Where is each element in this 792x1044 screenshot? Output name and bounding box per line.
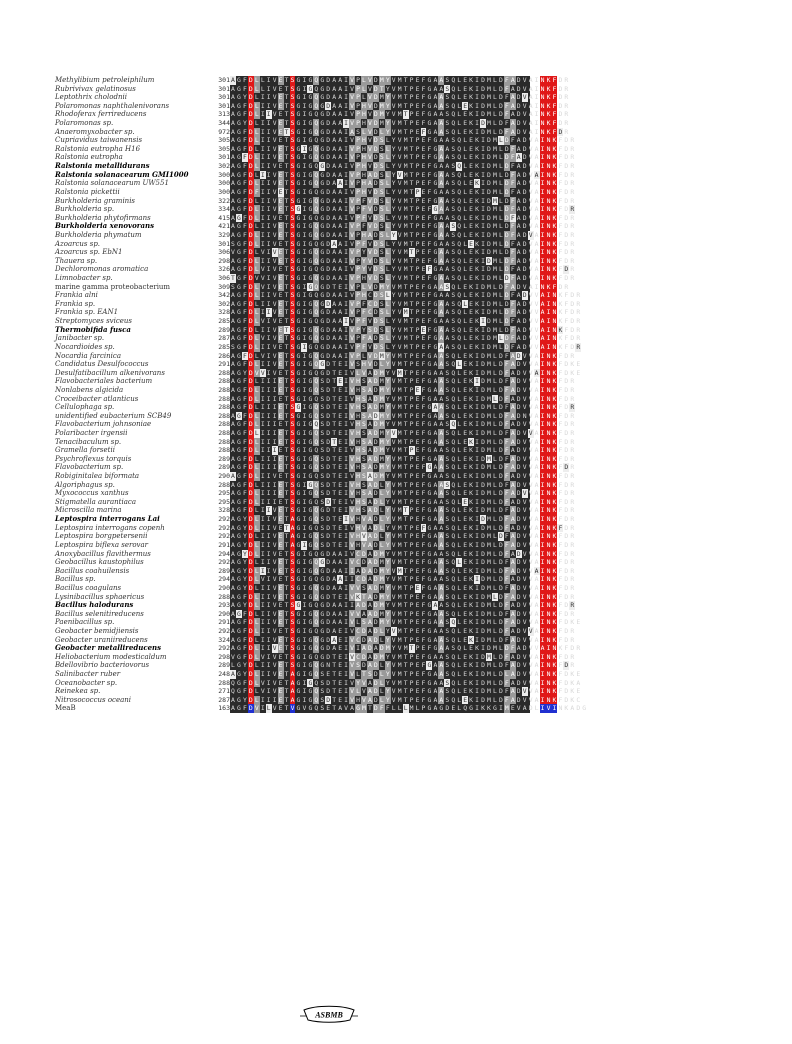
residue-position: 298: [218, 652, 230, 661]
sequence: A G Y D L I I V E T S G I G Q G D A A I I A D A D M Y V M T P E F G A A S Q L E K I D M L D F A D V V A I N K F D R: [231, 566, 575, 575]
species-name: Salinibacter ruber: [55, 670, 121, 679]
alignment-row: [55, 377, 575, 386]
sequence: A G F D L I I V E T S G I G Q G D T E I V K T A D M Y V M T P E F G A A S Q L E K I D M L D F A D V V A I N K F D R: [231, 592, 575, 601]
alignment-row: [55, 119, 569, 128]
sequence: A G F D L I I I E T S G I G Q S D T E I V H S A D L Y V M T P E F G A A S Q L E K I D M L D F A D V V A I N K F D R: [231, 480, 575, 489]
residue-position: 300: [218, 179, 230, 188]
residue-position: 289: [218, 566, 230, 575]
species-name: Anaeromyxobacter sp.: [55, 127, 135, 136]
alignment-row: [55, 678, 581, 688]
sequence: A G F D L I I V E T S G I G Q G D A A I V P F V D S L Y V M T P E F G A A S Q L E K I D M L D F A D V A I N K F D R: [231, 222, 575, 231]
species-name: Ralstonia solanacearum GMI1000: [55, 169, 189, 179]
alignment-row: [55, 687, 581, 696]
sequence: A G F D L I I V E T S G I G Q G D A A I V P H V D S L Y V M T P E F G A A S Q L E K I D M L D F A D V A I N K F D R: [231, 162, 575, 171]
alignment-row: [55, 454, 575, 464]
species-name: Polaromonas sp.: [55, 119, 114, 128]
alignment-row: [55, 514, 575, 524]
sequence: A G F D L I I V E T S G I G Q G D A A I V L S A D M Y V M T P E F G A A S Q L E K I D M L D F A D V V A I N K F D K E: [231, 618, 581, 627]
residue-position: 306: [218, 274, 230, 283]
sequence: A G F D L I I I E T S G I G Q S D T E I V H S A D L Y V M T P E F G A A S Q L E K I D M L D F A D V V A I N K F D R: [231, 497, 575, 506]
alignment-row: [55, 299, 581, 309]
residue-position: 295: [218, 497, 230, 506]
alignment-row: [55, 480, 575, 490]
sequence: S G F D L V I V E T S G I G Q G D T E I V P L V D M Y V M T P E F G A A S Q L E K I D M L D F A D V A I N K F D R: [231, 282, 569, 291]
sequence: A G F D L I I V E T S G I G Q G D A A I A S L V D L Y V M T P E F G A A S Q L E K I D M L D F A D V A I N K F D R: [231, 127, 569, 136]
alignment-row: [55, 670, 581, 679]
species-name: Leptothrix cholodnii: [55, 93, 127, 102]
residue-position: 328: [218, 506, 230, 515]
residue-position: 291: [218, 540, 230, 549]
residue-position: 324: [218, 635, 230, 644]
residue-position: 301: [218, 153, 230, 162]
species-name: Rhodoferax ferrireducens: [55, 110, 147, 119]
species-name: Frankia sp. EAN1: [55, 308, 119, 317]
sequence: A G F D L I I V E T S G I G Q G D A A I V P H C D S L Y V M T P E F G A A S Q L E K I D M L D F A D V V A I N K F D R: [231, 291, 581, 300]
sequence: A G Y D L I I V E T S G I G Q G D A A I V P L V D M Y V M T P E F G A A S Q L E K I D M L D F A D V A I N K F D R: [231, 93, 569, 102]
residue-position: 322: [218, 196, 230, 205]
sequence: A G F D L I I I E T S G I G Q S D T E I V H S A D M Y V M T P E F G A A S Q L E K I D M L D F A D V V A I N K F D R: [231, 377, 575, 386]
logo-text: ASBMB: [315, 1010, 343, 1020]
alignment-row: [55, 205, 575, 214]
residue-position: 301: [218, 84, 230, 93]
alignment-row: [55, 76, 569, 85]
residue-position: 329: [218, 230, 230, 239]
alignment-row: [55, 187, 575, 197]
residue-position: 291: [218, 618, 230, 627]
sequence: L G Y D L I I V E T S G I G Q G N T E I V S D A D L Y V M T P E F G A A S Q L E K I D M L D F A D V V A I N K F D R: [231, 661, 575, 670]
sequence: A G F D L I I I E T S G I G Q S D T E I V H S A D M Y V M T P E F G A A S Q L E K I D M L D F A D N V A I N K F D R: [231, 411, 575, 420]
alignment-row: [55, 342, 581, 352]
residue-position: 271: [218, 687, 230, 696]
sequence: A G F D L I I I E T S G I G Q S D T E I V H S A D M Y V M T P E F G A A S Q L E K I D M L D F A D V V A I N K F D R: [231, 454, 575, 463]
residue-position: 301: [218, 239, 230, 248]
residue-position: 328: [218, 308, 230, 317]
sequence: A G F D L I I V E T S G I G Q G D A A I V P Y V D S L Y V M T P E F G A A S Q L E K I D M L D F A D V A I N K F D R: [231, 256, 575, 265]
alignment-row: [55, 523, 575, 533]
alignment-row: [55, 248, 575, 257]
residue-position: 288: [218, 437, 230, 446]
species-name: Flavobacterium johnsoniae: [55, 420, 152, 429]
residue-position: 288: [218, 403, 230, 412]
sequence: A G F D L V I V E T S G I G Q G D A A I V P L V D M Y V M T P E F G A A S Q L E K I D M L D F A D V V A I N K F D R: [231, 351, 575, 360]
species-name: Bdellovibrio bacteriovorus: [55, 661, 150, 670]
alignment-row: [55, 575, 575, 584]
species-name: Rubrivivax gelatinosus: [55, 84, 136, 93]
sequence-alignment-figure: [55, 76, 587, 713]
residue-position: 290: [218, 472, 230, 481]
sequence: A G Y D L I I V E T A G I G Q S D T E I V H V A D L Y V M T P E F G A A S Q L E K I D M L D F A D V V A I N K F D R: [231, 540, 575, 549]
alignment-row: [55, 84, 569, 94]
species-name: Azoarcus sp. EbN1: [55, 248, 123, 257]
alignment-row: [55, 324, 581, 335]
species-name: Janibacter sp.: [55, 334, 105, 343]
species-name: Geobacter bemidjiensis: [55, 627, 139, 635]
residue-position: 302: [218, 299, 230, 308]
sequence: A G F D L V I V E T S G I G Q G D A A I V P F A D S L Y V M T P E F G A A S Q L E K I D M L D F A D V V A I N K F D R: [231, 334, 581, 343]
residue-position: 294: [218, 549, 230, 558]
alignment-row: [55, 291, 581, 300]
sequence: A G F D L I I V E T S G I G Q G D A A I V P Y S D S L Y V M T P E F G A A S Q L E K I D M L D F A D V V A I N K F D R: [231, 325, 581, 334]
species-name: Gramella forsetii: [55, 446, 115, 455]
alignment-row: [55, 368, 581, 378]
residue-position: 302: [218, 162, 230, 171]
sequence: S G F D L I I V E T S G I G Q G D A A I V P F V D S L Y V M T P E F G A A S Q L E K I D M L D F A D V A I N K F D R: [231, 239, 575, 248]
sequence: A G F D L I I V E T S G I G Q G D A A I V V A A D M Y V M T P E F G A A S Q L E K I D M L D F A D V V A I N K F D R: [231, 609, 575, 618]
species-name: Burkholderia xenovorans: [55, 221, 155, 231]
species-name: Methylibium petroleiphilum: [55, 76, 155, 84]
species-name: Thermobifida fusca: [55, 324, 131, 334]
sequence: A G F D L V I V E T S G I G Q G D A A I V P F V D S L Y V M T P E F G A A S Q L E K I D M L D F A D V V A I N K F D R: [231, 317, 581, 326]
residue-position: 288: [218, 446, 230, 455]
sequence: A G F D L I I V E T S G I G Q G D T E I V H S A D L Y V M T P E F G A A S Q L E K I D M L D F A D V V A I N K F D R: [231, 506, 575, 515]
sequence: A G Y D L I I V E T S G I G Q G D A A I V C D A D M Y V M T P E F G A A S Q L E K I D M L D F A D V V A I N K F D R: [231, 558, 575, 567]
residue-position: 288: [218, 592, 230, 601]
species-name: Bacillus sp.: [55, 575, 96, 584]
alignment-row: [55, 179, 575, 188]
residue-position: 305: [218, 136, 230, 145]
alignment-row: [55, 256, 575, 266]
species-name: Nitrosococcus oceani: [55, 695, 132, 704]
residue-position: 285: [218, 317, 230, 326]
residue-position: 294: [218, 575, 230, 584]
sequence: A G Y D L I I V E T A G I G Q S D T E I V H V A D L Y V M T P E F G A A S Q L E K I D M L D F A D V V A I N K F D R: [231, 523, 575, 532]
alignment-row: [55, 532, 575, 541]
sequence: A G F D L I I I E T S G I G Q S D T E I V H S A D M Y V M T P E F G A A S Q L E K I D M L D F A D V V A I N K F D R: [231, 446, 575, 455]
sequence: A G F D L I I V E T S G I G Q G D A A I V P H A D S L Y V M T P E F G A A S Q L E K I D M L D F A D V A I N K F D R: [231, 179, 575, 188]
species-name: Dechloromonas aromatica: [55, 265, 149, 274]
residue-position: 292: [218, 515, 230, 524]
sequence: A G Y D V V I V E T S G I G Q G D T E I V L V A D M Y V M T P E F G A A S Q L E K I D M L D F A D V V A I N K F D K E: [231, 368, 581, 377]
residue-position: 292: [218, 627, 230, 635]
species-name: Ralstonia pickettii: [55, 187, 120, 196]
species-name: Bacillus coagulans: [55, 583, 122, 592]
sequence: A G Y D L I I V E T A G I G Q S E T E I V L T S D L Y V M T P E F G A A S Q L E K I D M L D L A D V V A I N K F D K E: [231, 670, 581, 679]
species-name: Polaribacter irgensii: [55, 428, 128, 437]
alignment-row: [55, 265, 575, 274]
sequence: A G F D V I L V E T V G V G Q S E T A V A G M T D F F L L L M L P G A G D E L Q G I K K G I M E V A D L I V I N K A D G: [231, 704, 587, 713]
species-name: Bacillus coahuilensis: [55, 566, 130, 575]
residue-position: 287: [218, 695, 230, 704]
species-name: Streptomyces sviceus: [55, 317, 133, 326]
alignment-row: [55, 93, 569, 102]
sequence: A G F D L I I V E T S G I G Q G D A A I V P H V D M Y V M T P E F G A A S Q L E K I D M L D F A D V A I N K F D R: [231, 110, 569, 119]
residue-position: 289: [218, 325, 230, 334]
species-name: Ralstonia metallidurans: [55, 161, 150, 171]
sequence: A G F D L I I V E T S G I G Q G D A A I V P H V D S L Y V M T P E F G A A S Q L E K I D M L D F A D V A I N K F D R: [231, 144, 575, 153]
alignment-row: [55, 643, 581, 653]
sequence: A G F D L I I I E T S G I G Q S D T E I V H S A D M Y V M T P E F G A A S Q L E K I D M L D F A D V V A I N K F D R: [231, 385, 575, 394]
asbmb-logo: [298, 1004, 360, 1024]
residue-position: 300: [218, 187, 230, 196]
alignment-row: [55, 403, 575, 412]
alignment-row: [55, 136, 575, 145]
species-name: Anoxybacillus flavithermus: [55, 549, 151, 558]
alignment-row: [55, 308, 581, 317]
residue-position: 313: [218, 110, 230, 119]
residue-position: 292: [218, 558, 230, 567]
sequence: A G F D L V I V E T S G I G Q G D A A I V P Y V D S L Y V M T P E F G A A S Q L E K I D M L D F A D V A I N K F D R: [231, 265, 575, 274]
species-name: Leptospira biflexa serovar: [55, 540, 149, 549]
sequence: A G F D L I I I E T S G I G Q S D T E I V H S A D M Y V M T P E F G A A S Q L E K I D M L D F A D V V A I N K F D R: [231, 463, 575, 472]
sequence: A G Y D L I I V E T S G I G Q G D A A I V C D A D M Y V M T P E F G A A S Q L E K I D M L D F A D V V A I N K F D R: [231, 549, 575, 558]
species-name: Flavobacterium sp.: [55, 463, 124, 472]
residue-position: 290: [218, 609, 230, 618]
alignment-row: [55, 463, 575, 472]
alignment-row: [55, 230, 575, 240]
alignment-row: [55, 411, 575, 421]
sequence: A G F D L I I I E T S G I G Q S D T E I V H S A D M Y V M T P E F G A A S Q L E K I D M L D F A D V V A I N K F D R: [231, 394, 575, 403]
sequence: A G Y D L I I V E T S G I G Q G D A A I V P H V D M Y V M T P E F G A A S Q L E K I D M L D F A D V A I N K F D R: [231, 119, 569, 128]
species-name: Tenacibaculum sp.: [55, 437, 122, 446]
residue-position: 421: [218, 222, 230, 231]
species-name: Burkholderia phytofirmans: [55, 213, 151, 222]
alignment-row: [55, 282, 569, 292]
sequence: A G Y D L I I V E T S G I G Q G D A A I I A D A D M Y V M T P E F G A A S Q L E K I D M L D F A D V V A I N K F D R: [231, 601, 575, 610]
sequence: A G F D L I I I E T S G I G Q S D T E I V H S A D M Y V M T P E F G A A S Q L E K I D M L D F A D V V A I N K F D R: [231, 420, 575, 429]
residue-position: 289: [218, 454, 230, 463]
residue-position: 301: [218, 93, 230, 102]
residue-position: 289: [218, 463, 230, 472]
sequence: T G F D V V I V E T S G I G Q G D A A I V P H V D S L Y V M T P E F G A A S Q L E K I D M L D F A D V A I N K F D R: [231, 274, 575, 283]
alignment-row: [55, 609, 575, 619]
species-name: Azoarcus sp.: [55, 239, 101, 248]
residue-position: 292: [218, 532, 230, 541]
alignment-row: [55, 558, 575, 567]
residue-position: 288: [218, 480, 230, 489]
species-name: Polaromonas naphthalenivorans: [55, 101, 170, 110]
residue-position: 415: [218, 213, 230, 222]
residue-position: 287: [218, 334, 230, 343]
species-name: Heliobacterium modesticaldum: [55, 652, 167, 661]
alignment-row: [55, 583, 575, 593]
alignment-row: [55, 540, 575, 550]
species-name: Nonlabens algicida: [55, 385, 124, 394]
alignment-row: [55, 661, 575, 670]
residue-position: 288: [218, 385, 230, 394]
species-name: Bacillus selenitireducens: [55, 609, 144, 618]
alignment-row: [55, 196, 575, 206]
sequence: S G F D L I I V E T S G I G Q G D A A I V P F V D S L Y V M T P E F G A A S Q L E K I D M L D F A D V V A I N K F D R: [231, 342, 581, 351]
alignment-row: [55, 618, 581, 627]
residue-position: 292: [218, 523, 230, 532]
species-name: Burkholderia sp.: [55, 205, 115, 214]
residue-position: 288: [218, 411, 230, 420]
alignment-row: [55, 144, 575, 154]
residue-position: 298: [218, 256, 230, 265]
residue-position: 289: [218, 661, 230, 670]
sequence: V G F D L V I V E T S G I G Q G D T E I V C D A D M Y V M T P E F G A A S Q L E K I D M L D F A D V V A I N K F D R: [231, 652, 575, 661]
species-name: Croceibacter atlanticus: [55, 394, 139, 403]
sequence: A G Y D L I I I E T A G I G Q S D T E I V H V A D L Y V M T P E F G A A S Q L E K I D M L D F A D V V A I N K F D K C: [231, 695, 581, 704]
residue-position: 306: [218, 248, 230, 257]
species-name: Ralstonia eutropha H16: [55, 144, 141, 153]
alignment-row: [55, 127, 569, 137]
alignment-row: [55, 239, 575, 249]
sequence: A G F D L L I V E T S G I G Q G D A A I V P L V D T Y V M T P E F G A A S Q L E K I D M L D F A D V A I N K F D R: [231, 84, 569, 93]
sequence: A G F D L I I V E T S G I G Q G D T E I V S H V D L Y V M T P E F G A A S Q L E K I D M L D F A D V V A I N K F D K E: [231, 360, 581, 369]
residue-position: 288: [218, 394, 230, 403]
residue-position: 301: [218, 101, 230, 110]
sequence: A G F D L I I V E T S G I G Q G D A E I V I A D A D M Y V M T P E F G A A S Q L E K I D M L D F A D V V A I N K F D R: [231, 644, 581, 653]
alignment-row: [55, 351, 575, 361]
sequence: V G F D L V I V E T S G I G Q G D A A I V P Y V D S L Y V M T P E F G A A S Q L E K I D M L D F A D V A I N K F D R: [231, 248, 575, 257]
species-name: Geobacter uraniireducens: [55, 635, 148, 644]
alignment-row: [55, 101, 569, 111]
species-name: unidentified eubacterium SCB49: [55, 411, 172, 420]
alignment-row: [55, 497, 575, 507]
species-name: Bacillus halodurans: [55, 600, 134, 610]
alignment-row: [55, 549, 575, 559]
residue-position: 288: [218, 377, 230, 386]
sequence: A G F D L I I I E T S G I G Q S D T E I V H S A D M Y V M T P E F G A A S Q L E K I D M L D F A D V V A I N K F D R: [231, 437, 575, 446]
species-name: Candidatus Desulfococcus: [55, 360, 149, 369]
sequence: A G F D L I I V E T S G I G Q G D A A I V P H A D S L Y V M T P E F G A A S Q L E K I D M L D F A D V A I N K F D R: [231, 230, 575, 239]
species-name: Myxococcus xanthus: [55, 489, 129, 498]
species-name: Leptospira borgpetersenii: [55, 532, 148, 541]
residue-position: 326: [218, 265, 230, 274]
species-name: Geobacillus kaustophilus: [55, 558, 144, 567]
residue-position: 344: [218, 119, 230, 128]
alignment-row: [55, 274, 575, 283]
species-name: Nocardia farcinica: [55, 351, 122, 360]
alignment-row: [55, 385, 575, 395]
residue-position: 292: [218, 644, 230, 653]
species-name: Nocardioides sp.: [55, 342, 115, 351]
sequence: A G F D L I I V E T S G I G Q G D A A I V P H V D S L Y V M T P E F G A A S Q L E K I D M L D F A D V A I N K F D R: [231, 136, 575, 145]
residue-position: 305: [218, 144, 230, 153]
alignment-row: [55, 221, 575, 231]
species-name: Cupriavidus taiwanensis: [55, 136, 143, 145]
residue-position: 301: [218, 76, 230, 84]
residue-position: 295: [218, 489, 230, 498]
species-name: Leptospira interrogans copenh: [55, 523, 165, 532]
alignment-row: [55, 695, 581, 705]
residue-position: 285: [218, 342, 230, 351]
species-name: Thauera sp.: [55, 256, 98, 265]
residue-position: 972: [218, 127, 230, 136]
residue-position: 288: [218, 368, 230, 377]
species-name: Stigmatella aurantiaca: [55, 497, 136, 506]
species-name: Ralstonia solanacearum UW551: [55, 179, 169, 188]
species-name: Geobacter metallireducens: [55, 643, 162, 653]
alignment-row: [55, 652, 575, 662]
alignment-row: [55, 704, 587, 713]
species-name: MeaB: [55, 704, 76, 713]
residue-position: 288: [218, 420, 230, 429]
species-name: Oceanobacter sp.: [55, 678, 118, 687]
sequence: A G Y D L I I V E T S G I G Q G D A A I V V S A D M Y V M T P E F G A A S Q L E K I D M L D F A D V V A I N K F D R: [231, 583, 575, 592]
sequence: A G Y D L I I V E T A G I G Q S D T E I V H V A D L Y V M T P E F G A A S Q L E K I D M L D F A D V V A I N K F D R: [231, 532, 575, 541]
species-name: Cellulophaga sp.: [55, 403, 115, 412]
species-name: Algoriphagus sp.: [55, 480, 115, 489]
residue-position: 288: [218, 678, 230, 687]
sequence: A G F D L I I I E T S G I G Q S D T E I V H S A D L Y V M T P E F G A A S Q L E K I D M L D F A D V V A I N K F D R: [231, 489, 575, 498]
residue-position: 334: [218, 205, 230, 214]
sequence: A G F D L I I V E T S G I G Q G D A A I V P F C D S L Y V M T P E F G A A S Q L E K I D M L D F A D V V A I N K F D R: [231, 299, 581, 308]
alignment-row: [55, 437, 575, 447]
species-name: Desulfatibacillum alkenivorans: [55, 368, 165, 377]
sequence: A G F D L I I I E T S G I G Q S D T E I V H S A D M Y V M T P E F G A A S Q L E K I D M L D F A D V V A I N K F D R: [231, 403, 575, 412]
alignment-row: [55, 360, 581, 369]
species-name: marine gamma proteobacterium: [55, 282, 171, 291]
sequence: A G F D L I I V E T S G I G Q G D A A I V P H V D M Y V M T P E F G A A S Q L E K I D M L D F A D V A I N K F D R: [231, 101, 569, 110]
residue-position: 248: [218, 670, 230, 679]
species-name: Ralstonia eutropha: [55, 153, 123, 162]
alignment-row: [55, 489, 575, 498]
species-name: Robiginitalea biformata: [55, 472, 140, 481]
sequence: A G F D L L I V E T S G I G Q G D A A I V P L V D M Y V M T P E F G A A S Q L E K I D M L D F A D V A I N K F D R: [231, 76, 569, 84]
alignment-row: [55, 110, 569, 119]
residue-position: 286: [218, 351, 230, 360]
species-name: Reinekea sp.: [55, 687, 101, 696]
species-name: Psychroflexus torquis: [55, 454, 132, 463]
alignment-row: [55, 446, 575, 455]
sequence: Q G F D L V I V E T A G I G Q S D T E I V L V A D L Y V M T P E F G A A S Q L E K I D M L D F A D V V A I N K F D K E: [231, 687, 581, 696]
sequence: A G F D L I I V E T S G I G Q G D A A I V P F V D S L Y V M T P E F G A A S Q L E K I D M L D F A D V A I N K F D R: [231, 213, 575, 222]
species-name: Flavobacteriales bacterium: [55, 377, 153, 386]
sequence: A G F D L I I V E T S G I G Q G D A E I V C D A D L Y V M T P E F G A A S Q L E K I D M L D F A D V V A I N K F D R: [231, 627, 575, 635]
species-name: Paenibacillus sp.: [55, 618, 115, 627]
residue-position: 300: [218, 170, 230, 179]
residue-position: 290: [218, 583, 230, 592]
sequence: A G F D F I I V E T S G I G Q G D A A I V P H V D S L Y V M T P E F G A A S Q L E K I D M L D F A D V A I N K F D R: [231, 187, 575, 196]
residue-position: 309: [218, 282, 230, 291]
alignment-row: [55, 169, 575, 180]
species-name: Burkholderia graminis: [55, 196, 136, 205]
residue-position: 342: [218, 291, 230, 300]
sequence: A G Y D L V I V E T S G I G Q G D A A I I C D A D M Y V M T P E F G A A S Q L E K I D M L D F A D V V A I N K F D R: [231, 575, 575, 584]
alignment-row: [55, 334, 581, 343]
species-name: Leptospira interrogans Lai: [55, 514, 160, 524]
alignment-row: [55, 566, 575, 576]
sequence: A G F D L I I V E T S G I G Q G D A A I V P H A D S L Y V M T P E F G A A S Q L E K I D M L D F A D V A I N K F D R: [231, 170, 575, 179]
sequence: Q G F D L V I V E T A G I G Q S D T E I V Y V A D L Y V M T P E F G A A S Q L E K I D M L D F A D V V A I N K F D K A: [231, 678, 581, 687]
species-name: Frankia alni: [55, 291, 98, 300]
alignment-row: [55, 394, 575, 404]
residue-position: 291: [218, 360, 230, 369]
sequence: A G F D L I I V E T S G I G Q G D A A I V P F C D S L Y V M T P E F G A A S Q L E K I D M L D F A D V V A I N K F D R: [231, 308, 581, 317]
sequence: A G Y D L I I V E T A G I G Q S D T E I V H V A D L Y V M T P E F G A A S Q L E K I D M L D F A D V V A I N K F D R: [231, 515, 575, 524]
species-name: Frankia sp.: [55, 299, 96, 308]
alignment-row: [55, 600, 575, 610]
alignment-row: [55, 428, 575, 438]
sequence: A G F D L I I V E T S G I G Q G D A A I V P F V D S L Y V M T P E F G A A S Q L E K I D M L D F A D V A I N K F D R: [231, 196, 575, 205]
sequence: A G F D L I I V E T S G I G Q G D A E I V C D A D L Y V M T P E F G A A S Q L E K I D M L D F A D V V A I N K F D R: [231, 635, 575, 644]
alignment-row: [55, 472, 575, 481]
sequence: A G F D L I I V E T S G I G Q G D A A I V P F V D S L Y V M T P E F G A A S Q L E K I D M L D F A D V A I N K F D R: [231, 205, 575, 214]
residue-position: 293: [218, 601, 230, 610]
sequence: A G F D L I I V E T S G I G Q S D T E I V H S A D M Y V M T P E F G A A S Q L E K I D M L D F A D V V A I N K F D R: [231, 472, 575, 481]
species-name: Burkholderia phymatum: [55, 230, 142, 239]
residue-position: 288: [218, 428, 230, 437]
species-name: Limnobacter sp.: [55, 274, 113, 283]
sequence: A G F D L I I I E T S G I G Q S D T E I V H S A D M Y V M T P E F G A A S Q L E K I D M L D F A D V V A I N K F D R: [231, 428, 575, 437]
species-name: Microscilla marina: [55, 506, 122, 515]
alignment-row: [55, 420, 575, 429]
sequence: A G F D L I I V E T S G I G Q G D A A I V P H V D S L Y V M T P E F G A A S Q L E K I D M L D F A D V A I N K F D R: [231, 153, 575, 162]
alignment-row: [55, 627, 575, 636]
residue-position: 163: [218, 704, 230, 713]
species-name: Lysinibacillus sphaericus: [55, 592, 145, 601]
